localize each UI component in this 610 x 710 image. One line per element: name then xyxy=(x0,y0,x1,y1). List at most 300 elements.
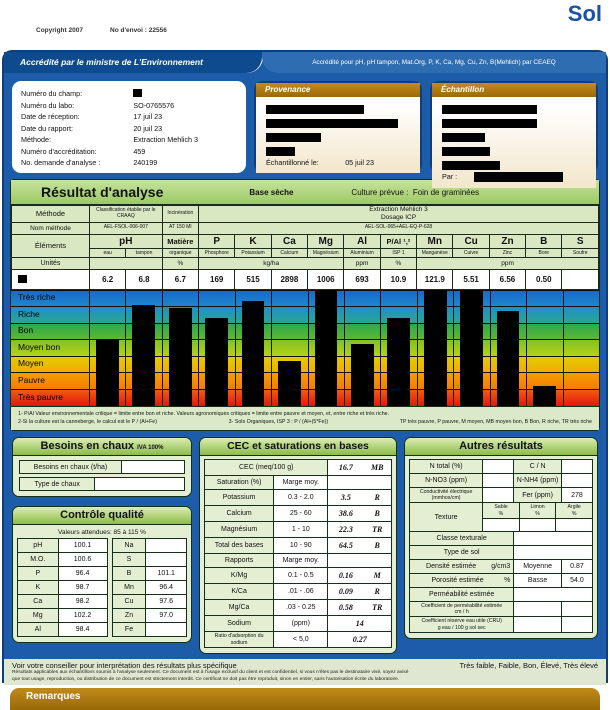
element-name: eau xyxy=(90,248,126,257)
cec-row-rating: R xyxy=(363,490,391,506)
qc-value-left: 102.2 xyxy=(58,609,107,623)
method-extraction-line1: Extraction Mehlich 3 xyxy=(369,206,428,213)
lime-needs-title xyxy=(13,438,191,456)
par-line xyxy=(442,172,586,184)
rating-column xyxy=(563,290,599,406)
result-value: 1006 xyxy=(308,269,344,289)
bottom-section xyxy=(4,431,606,657)
qc-param-right: Na xyxy=(112,539,146,553)
qc-param-left: Al xyxy=(18,623,59,637)
cec-row-range: 1 - 10 xyxy=(274,522,328,538)
cec-row-label: Mg/Ca xyxy=(205,600,274,616)
soil-simple-row xyxy=(410,545,593,559)
footnote-2a: 2-Si la culture est la canneberge, le calcul est le P / (Al+Fe) xyxy=(18,418,158,425)
soil-estimate-unit: % xyxy=(504,576,511,584)
element-name: Manganèse xyxy=(417,248,453,257)
cec-row xyxy=(205,632,392,648)
other-pair-table xyxy=(409,459,593,503)
other-value-right xyxy=(561,460,592,474)
element-symbol: K xyxy=(235,234,271,248)
qc-value-right: 97.0 xyxy=(146,609,187,623)
soil-simple-label: Type de sol xyxy=(410,545,514,559)
texture-col-header xyxy=(483,503,520,518)
rating-column xyxy=(490,290,526,406)
result-value: 693 xyxy=(344,269,380,289)
element-symbol: Matière xyxy=(162,234,198,248)
element-name: Magnésium xyxy=(308,248,344,257)
qc-value-left: 98.4 xyxy=(58,623,107,637)
qc-row xyxy=(18,553,187,567)
coefficient-value xyxy=(561,601,592,616)
qc-param-right: Zn xyxy=(112,609,146,623)
cec-row-range: .01 - .06 xyxy=(274,584,328,600)
cec-row xyxy=(205,522,392,538)
quality-control-box xyxy=(12,506,192,643)
texture-value xyxy=(483,518,520,531)
cec-row-value: 38.6 xyxy=(328,506,364,522)
qc-table xyxy=(17,538,187,637)
redacted-address xyxy=(266,105,364,114)
footnote-1: 1- P/Al Valeur environnementale critique = limite entre bon et riche. Valeurs agronomiques critiques = limite entre pauvre et moyen, et, entre riche et très riche. xyxy=(18,410,390,417)
cec-row-label: K/Mg xyxy=(205,568,274,584)
cec-row-label: Sodium xyxy=(205,616,274,632)
sampled-date: 05 juil 23 xyxy=(345,158,374,167)
info-field-value: 459 xyxy=(133,146,146,156)
info-field-label: Numéro du champ: xyxy=(21,89,83,98)
result-value: 6.2 xyxy=(90,269,126,289)
coefficient-unit: g eau / 100 g sol sec xyxy=(437,624,486,631)
redacted-sample-info xyxy=(442,133,485,142)
results-title: Résultat d'analyse xyxy=(41,184,164,200)
cec-box xyxy=(199,437,397,654)
info-field-label: Date du rapport: xyxy=(21,123,73,133)
rating-column xyxy=(271,290,307,406)
qc-param-right: Mn xyxy=(112,581,146,595)
sample-info-box xyxy=(12,81,246,173)
echantillon-title: Échantillon xyxy=(432,83,596,97)
element-symbol: Ca xyxy=(271,234,307,248)
lime-title-text: Besoins en chaux xyxy=(40,440,135,452)
coefficient-row xyxy=(410,601,593,616)
method-classification: Classification établie par le CRAAQ xyxy=(90,206,163,223)
result-value: 6.7 xyxy=(162,269,198,289)
result-value: 6.56 xyxy=(489,269,525,289)
element-symbol: B xyxy=(526,234,562,248)
rating-bar xyxy=(387,318,410,406)
cec-row-value: 0.16 xyxy=(328,568,364,584)
method-name-extraction: AEL-SOL-065+AEL-EQ-P-628 xyxy=(199,222,599,234)
method-name-organic: AT 150 MI xyxy=(162,222,198,234)
element-symbol: pH xyxy=(90,234,163,248)
right-column xyxy=(404,437,598,639)
provenance-box xyxy=(254,81,422,173)
cec-row xyxy=(205,568,392,584)
cec-row-empty xyxy=(328,476,392,490)
element-symbol: Al xyxy=(344,234,380,248)
soil-class-table xyxy=(409,531,593,633)
soil-estimate-value: 0.87 xyxy=(561,559,592,573)
coefficient-label xyxy=(410,601,514,616)
elements-table xyxy=(11,205,599,290)
result-value: 10.9 xyxy=(380,269,416,289)
info-field xyxy=(21,100,237,112)
info-field-label: Date de réception: xyxy=(21,112,80,122)
scale-legend: Très faible, Faible, Bon, Élevé, Très élevé xyxy=(459,661,598,670)
rating-column xyxy=(198,290,234,406)
element-symbol: Cu xyxy=(453,234,489,248)
element-name: Phosphore xyxy=(199,248,235,257)
cec-row-label: Rapports xyxy=(205,554,274,568)
cec-row-range: .03 - 0.25 xyxy=(274,600,328,616)
rating-bar xyxy=(242,301,265,405)
cec-row-value: 64.5 xyxy=(328,538,364,554)
rating-column xyxy=(344,290,380,406)
element-symbol: Mg xyxy=(308,234,344,248)
dry-base-label: Base sèche xyxy=(249,187,294,197)
element-name: Aluminium xyxy=(344,248,380,257)
qc-value-left: 100.6 xyxy=(58,553,107,567)
qc-title: Contrôle qualité xyxy=(13,507,191,525)
soil-estimate-name: Porosité estimée xyxy=(431,576,484,584)
qc-value-right xyxy=(146,553,187,567)
cec-row-range: (ppm) xyxy=(274,616,328,632)
result-value: 515 xyxy=(235,269,271,289)
other-label-right: N-NH4 (ppm) xyxy=(514,474,562,488)
rating-bar xyxy=(424,290,447,406)
culture-value: Foin de graminées xyxy=(412,187,480,197)
other-results-title: Autres résultats xyxy=(405,438,597,456)
unit-cell: ppm xyxy=(344,257,380,269)
echantillon-box xyxy=(430,81,598,181)
units-row xyxy=(12,257,599,269)
other-label-right: Fer (ppm) xyxy=(514,488,562,503)
rating-bar xyxy=(351,344,374,405)
sample-id-cell xyxy=(12,269,90,289)
qc-row xyxy=(18,623,187,637)
coefficient-row xyxy=(410,617,593,632)
rating-band-label: Moyen xyxy=(18,358,44,369)
element-name: Calcium xyxy=(271,248,307,257)
cec-row-label: Calcium xyxy=(205,506,274,522)
rating-column xyxy=(235,290,271,406)
info-field xyxy=(21,123,237,135)
element-names-row xyxy=(12,248,599,257)
footer xyxy=(4,659,606,685)
rating-bar xyxy=(169,308,192,406)
accreditation-banner xyxy=(4,52,606,73)
method-label: Méthode xyxy=(12,206,90,223)
redacted-sample-info xyxy=(442,105,537,114)
lime-row-label: Type de chaux xyxy=(19,477,95,491)
rating-column xyxy=(125,290,161,406)
provenance-title: Provenance xyxy=(256,83,420,97)
cec-row-label: Saturation (%) xyxy=(205,476,274,490)
texture-value xyxy=(556,518,593,531)
cec-row xyxy=(205,490,392,506)
rating-band-label: Très riche xyxy=(18,292,56,303)
values-row xyxy=(12,269,599,289)
cec-value: 16.7 xyxy=(328,460,364,476)
footnote-2 xyxy=(18,418,592,426)
cec-row-range: 0.3 - 2.0 xyxy=(274,490,328,506)
qc-value-right: 97.6 xyxy=(146,595,187,609)
qc-param-left: K xyxy=(18,581,59,595)
qc-expected-range: Valeurs attendues: 85 à 115 % xyxy=(58,529,146,536)
qc-param-left: Mg xyxy=(18,609,59,623)
coefficient-name: Coefficient réserve eau utile (CRU) xyxy=(421,618,502,625)
soil-estimate-name: Densité estimée xyxy=(426,562,477,570)
cec-row xyxy=(205,616,392,632)
info-field xyxy=(21,88,237,100)
cec-row xyxy=(205,584,392,600)
cec-title: CEC et saturations en bases xyxy=(200,438,396,456)
texture-col-name: Sable xyxy=(494,504,508,511)
qc-value-left: 100.1 xyxy=(58,539,107,553)
redacted-sampler xyxy=(474,172,563,182)
cec-row xyxy=(205,600,392,616)
culture-line xyxy=(351,188,479,197)
texture-table xyxy=(409,502,593,531)
cec-label: CEC (meq/100 g) xyxy=(205,460,328,476)
qc-row xyxy=(18,581,187,595)
texture-col-name: Argile xyxy=(567,504,581,511)
soil-simple-label: Classe texturale xyxy=(410,531,514,545)
info-field-value: 17 juil 23 xyxy=(133,112,163,122)
soil-simple-value xyxy=(514,545,593,559)
texture-label: Texture xyxy=(410,503,483,531)
cec-row-rating: B xyxy=(363,506,391,522)
results-panel xyxy=(10,179,600,431)
unit-cell: % xyxy=(162,257,198,269)
cec-row-rating: TR xyxy=(363,600,391,616)
rating-chart xyxy=(11,290,599,407)
method-extraction-line2: Dosage ICP xyxy=(380,213,417,221)
envoi-number: No d'envoi : 22556 xyxy=(110,27,167,34)
redacted-value xyxy=(133,89,142,97)
remarks-banner: Remarques xyxy=(10,688,600,710)
rating-band-label: Moyen bon xyxy=(18,341,61,352)
coefficient-class xyxy=(514,617,562,632)
cec-row-rating: M xyxy=(363,568,391,584)
cec-row-rating: R xyxy=(363,584,391,600)
cec-rating: MB xyxy=(363,460,391,476)
cec-row-value: 14 xyxy=(328,616,392,632)
info-field-label: Numéro d'accréditation: xyxy=(21,146,97,156)
soil-estimate-row xyxy=(410,559,593,573)
soil-estimate-label xyxy=(410,559,514,573)
middle-column xyxy=(199,437,397,654)
info-field-label: No. demande d'analyse : xyxy=(21,158,101,168)
par-label: Par : xyxy=(442,172,458,181)
cec-row xyxy=(205,554,392,568)
redacted-address xyxy=(266,133,321,142)
coefficient-label xyxy=(410,617,514,632)
report-type-label: Sol xyxy=(567,1,602,26)
cec-row-rating: TR xyxy=(363,522,391,538)
info-field xyxy=(21,157,237,169)
cec-main-row xyxy=(205,460,392,476)
element-symbol: S xyxy=(562,234,599,248)
footnote-legend: TP très pauvre, P pauvre, M moyen, MB moyen bon, B Bon, R riche, TR très riche xyxy=(399,418,592,425)
lime-rows xyxy=(17,460,187,491)
accreditation-scope: Accrédité pour pH, pH tampon, Mat.Org, P, K, Ca, Mg, Cu, Zn, B(Mehlich) par CEAEQ xyxy=(262,52,606,73)
info-field xyxy=(21,111,237,123)
redacted-address xyxy=(266,147,295,156)
copyright-text: Copyright 2007 xyxy=(36,27,83,34)
cec-row-label: Potassium xyxy=(205,490,274,506)
cec-row-label: Ratio d'adsorption du sodium xyxy=(205,632,274,648)
other-value-left xyxy=(483,460,514,474)
qc-value-right xyxy=(146,623,187,637)
element-symbol: P/Al ¹,² xyxy=(380,234,416,248)
other-value-right xyxy=(561,474,592,488)
result-value: 121.9 xyxy=(417,269,453,289)
element-symbol: Mn xyxy=(417,234,453,248)
other-pair-row xyxy=(410,460,593,474)
element-symbol: Zn xyxy=(489,234,525,248)
soil-estimate-label xyxy=(410,573,514,587)
cec-row-empty xyxy=(328,554,392,568)
qc-row xyxy=(18,609,187,623)
info-field-value: Extraction Mehlich 3 xyxy=(133,135,199,145)
cec-row xyxy=(205,538,392,554)
other-pair-row xyxy=(410,488,593,503)
cec-row-value: 0.09 xyxy=(328,584,364,600)
element-name: Soufre xyxy=(562,248,599,257)
element-name: Bore xyxy=(526,248,562,257)
texture-col-header xyxy=(556,503,593,518)
element-name: ISP 1 xyxy=(380,248,416,257)
rating-bar xyxy=(205,318,228,406)
cec-row-label: Magnésium xyxy=(205,522,274,538)
texture-col-unit: % xyxy=(571,510,577,517)
footnote-2b: 3- Sols Organiques, ISP 3 : P / (Al+(5*Fe)) xyxy=(228,418,329,425)
rating-bar xyxy=(278,361,301,406)
texture-col-unit: % xyxy=(535,510,540,517)
rating-band-label: Riche xyxy=(18,308,40,319)
texture-header-row xyxy=(410,503,593,518)
rating-column xyxy=(526,290,562,406)
cec-row-label: Total des bases xyxy=(205,538,274,554)
cec-row-range: 25 - 60 xyxy=(274,506,328,522)
element-symbols-row xyxy=(12,234,599,248)
cec-row-range: Marge moy. xyxy=(274,554,328,568)
rating-band-label: Pauvre xyxy=(18,374,45,385)
method-name-row xyxy=(12,222,599,234)
other-value-right: 278 xyxy=(561,488,592,503)
footer-line xyxy=(12,661,598,670)
other-pair-row xyxy=(410,474,593,488)
other-label-left: N-NO3 (ppm) xyxy=(410,474,483,488)
rating-bar xyxy=(96,339,119,405)
info-field xyxy=(21,134,237,146)
qc-param-left: pH xyxy=(18,539,59,553)
elements-label: Éléments xyxy=(12,234,90,257)
cec-row-range: 0.1 - 0.5 xyxy=(274,568,328,584)
info-field-value: SO-0765576 xyxy=(133,100,175,110)
cec-row-label: K/Ca xyxy=(205,584,274,600)
soil-simple-value xyxy=(514,531,593,545)
rating-column xyxy=(453,290,489,406)
report-frame xyxy=(2,50,608,703)
echantillon-body xyxy=(432,97,596,188)
rating-bar xyxy=(132,305,155,406)
info-field xyxy=(21,146,237,158)
lime-row xyxy=(19,460,185,474)
cec-row-range: Marge moy. xyxy=(274,476,328,490)
units-label: Unités xyxy=(12,257,90,269)
permeability-label: Perméabilité estimée xyxy=(410,587,514,601)
texture-value xyxy=(519,518,556,531)
footnotes xyxy=(11,407,599,430)
rating-column xyxy=(417,290,453,406)
lime-needs-box xyxy=(12,437,192,497)
cec-row xyxy=(205,506,392,522)
method-name-label: Nom méthode xyxy=(12,222,90,234)
cec-row xyxy=(205,476,392,490)
result-value: 0.50 xyxy=(526,269,562,289)
cec-row-value: 0.27 xyxy=(328,632,392,648)
redacted-sample-info xyxy=(442,119,537,128)
qc-row xyxy=(18,595,187,609)
rating-bar xyxy=(497,311,520,405)
redacted-sample-id xyxy=(18,275,27,283)
coefficient-unit: cm / h xyxy=(454,609,469,616)
element-name: organique xyxy=(162,248,198,257)
soil-estimate-class: Moyenne xyxy=(514,559,562,573)
other-label-left: N total (%) xyxy=(410,460,483,474)
result-value: 169 xyxy=(199,269,235,289)
result-value xyxy=(562,269,599,289)
unit-cell: kg/ha xyxy=(199,257,344,269)
cec-table xyxy=(204,459,392,648)
qc-param-right: Cu xyxy=(112,595,146,609)
soil-estimate-class: Basse xyxy=(514,573,562,587)
coefficient-name: Coefficient de perméabilité estimée xyxy=(421,602,503,609)
info-field-value: 20 juil 23 xyxy=(133,123,163,133)
cec-row-range: < 5,0 xyxy=(274,632,328,648)
soil-estimate-unit: g/cm3 xyxy=(491,562,511,570)
accreditation-ministry: Accrédité par le ministre de L'Environnement xyxy=(4,52,262,73)
redacted-sample-info xyxy=(442,147,490,156)
band-label-column xyxy=(11,290,89,406)
other-results-rows xyxy=(409,459,593,633)
qc-value-right: 96.4 xyxy=(146,581,187,595)
qc-value-right: 101.1 xyxy=(146,567,187,581)
qc-value-right xyxy=(146,539,187,553)
qc-row xyxy=(18,539,187,553)
info-field-label: Numéro du labo: xyxy=(21,100,75,110)
qc-value-left: 98.7 xyxy=(58,581,107,595)
other-value-left xyxy=(483,488,514,503)
method-name-classification: AEL-FSOL-006-007 xyxy=(90,222,163,234)
rating-band-label: Très pauvre xyxy=(18,391,64,402)
method-row xyxy=(12,206,599,223)
permeability-row xyxy=(410,587,593,601)
coefficient-class xyxy=(514,601,562,616)
element-name: tampon xyxy=(126,248,162,257)
unit-cell: % xyxy=(380,257,416,269)
other-label-right: C / N xyxy=(514,460,562,474)
soil-estimate-row xyxy=(410,573,593,587)
qc-param-left: Ca xyxy=(18,595,59,609)
info-field-value: 240199 xyxy=(133,158,158,168)
coefficient-value xyxy=(561,617,592,632)
info-field-label: Méthode: xyxy=(21,135,51,145)
texture-col-unit: % xyxy=(498,510,504,517)
texture-col-header xyxy=(519,503,556,518)
qc-value-left: 96.4 xyxy=(58,567,107,581)
